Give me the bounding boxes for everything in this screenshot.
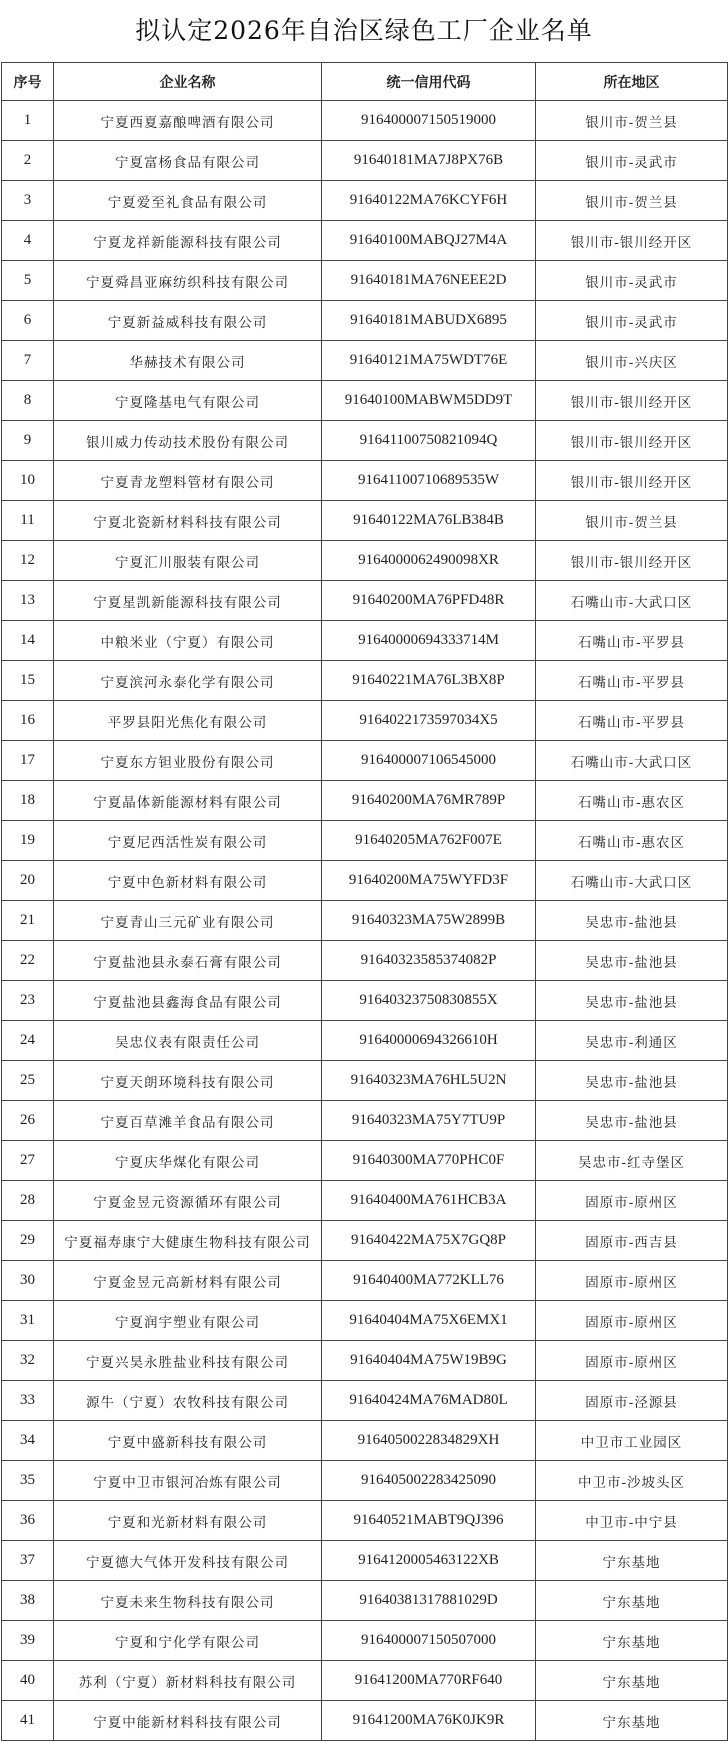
credit-code: 91641200MA76K0JK9R bbox=[322, 1701, 536, 1741]
credit-code: 91641100710689535W bbox=[322, 461, 536, 501]
row-index: 22 bbox=[2, 941, 54, 981]
region: 吴忠市-盐池县 bbox=[536, 941, 728, 981]
table-row bbox=[2, 1061, 728, 1101]
table-row bbox=[2, 941, 728, 981]
region: 宁东基地 bbox=[536, 1541, 728, 1581]
header-region: 所在地区 bbox=[536, 63, 728, 101]
company-name: 宁夏中色新材料有限公司 bbox=[54, 861, 322, 901]
company-name: 中粮米业（宁夏）有限公司 bbox=[54, 621, 322, 661]
table-row bbox=[2, 861, 728, 901]
region: 石嘴山市-惠农区 bbox=[536, 821, 728, 861]
region: 银川市-银川经开区 bbox=[536, 381, 728, 421]
row-index: 16 bbox=[2, 701, 54, 741]
region: 吴忠市-利通区 bbox=[536, 1021, 728, 1061]
table-row bbox=[2, 1421, 728, 1461]
region: 银川市-银川经开区 bbox=[536, 541, 728, 581]
company-name: 宁夏尼西活性炭有限公司 bbox=[54, 821, 322, 861]
table-row bbox=[2, 701, 728, 741]
row-index: 18 bbox=[2, 781, 54, 821]
credit-code: 91640404MA75W19B9G bbox=[322, 1341, 536, 1381]
company-name: 宁夏中卫市银河冶炼有限公司 bbox=[54, 1461, 322, 1501]
table-row bbox=[2, 1221, 728, 1261]
table-row bbox=[2, 1301, 728, 1341]
credit-code: 916400007106545000 bbox=[322, 741, 536, 781]
row-index: 13 bbox=[2, 581, 54, 621]
region: 固原市-原州区 bbox=[536, 1181, 728, 1221]
credit-code: 9164022173597034X5 bbox=[322, 701, 536, 741]
row-index: 20 bbox=[2, 861, 54, 901]
table-row bbox=[2, 741, 728, 781]
company-name: 苏利（宁夏）新材料科技有限公司 bbox=[54, 1661, 322, 1701]
credit-code: 9164120005463122XB bbox=[322, 1541, 536, 1581]
credit-code: 916400007150519000 bbox=[322, 101, 536, 141]
header-credit-code: 统一信用代码 bbox=[322, 63, 536, 101]
region: 固原市-原州区 bbox=[536, 1261, 728, 1301]
table-row bbox=[2, 1581, 728, 1621]
table-row bbox=[2, 1461, 728, 1501]
region: 银川市-银川经开区 bbox=[536, 421, 728, 461]
company-name: 宁夏润宇塑业有限公司 bbox=[54, 1301, 322, 1341]
credit-code: 9164000062490098XR bbox=[322, 541, 536, 581]
credit-code: 91640100MABQJ27M4A bbox=[322, 221, 536, 261]
header-company-name: 企业名称 bbox=[54, 63, 322, 101]
region: 固原市-西吉县 bbox=[536, 1221, 728, 1261]
row-index: 14 bbox=[2, 621, 54, 661]
company-name: 宁夏和光新材料有限公司 bbox=[54, 1501, 322, 1541]
row-index: 17 bbox=[2, 741, 54, 781]
company-name: 宁夏德大气体开发科技有限公司 bbox=[54, 1541, 322, 1581]
credit-code: 91640323MA75W2899B bbox=[322, 901, 536, 941]
region: 固原市-原州区 bbox=[536, 1341, 728, 1381]
company-name: 宁夏汇川服装有限公司 bbox=[54, 541, 322, 581]
company-name: 平罗县阳光焦化有限公司 bbox=[54, 701, 322, 741]
region: 石嘴山市-平罗县 bbox=[536, 621, 728, 661]
credit-code: 91640000694326610H bbox=[322, 1021, 536, 1061]
credit-code: 91640381317881029D bbox=[322, 1581, 536, 1621]
credit-code: 91640200MA76PFD48R bbox=[322, 581, 536, 621]
company-name: 宁夏富杨食品有限公司 bbox=[54, 141, 322, 181]
region: 银川市-灵武市 bbox=[536, 141, 728, 181]
credit-code: 9164050022834829XH bbox=[322, 1421, 536, 1461]
row-index: 38 bbox=[2, 1581, 54, 1621]
company-name: 宁夏天朗环境科技有限公司 bbox=[54, 1061, 322, 1101]
row-index: 33 bbox=[2, 1381, 54, 1421]
credit-code: 91640100MABWM5DD9T bbox=[322, 381, 536, 421]
row-index: 37 bbox=[2, 1541, 54, 1581]
row-index: 5 bbox=[2, 261, 54, 301]
credit-code: 91640200MA76MR789P bbox=[322, 781, 536, 821]
row-index: 31 bbox=[2, 1301, 54, 1341]
row-index: 12 bbox=[2, 541, 54, 581]
region: 吴忠市-盐池县 bbox=[536, 1101, 728, 1141]
table-row bbox=[2, 661, 728, 701]
credit-code: 916400007150507000 bbox=[322, 1621, 536, 1661]
table-row bbox=[2, 461, 728, 501]
row-index: 8 bbox=[2, 381, 54, 421]
credit-code: 91641100750821094Q bbox=[322, 421, 536, 461]
table-body bbox=[2, 101, 728, 1741]
row-index: 27 bbox=[2, 1141, 54, 1181]
region: 银川市-贺兰县 bbox=[536, 501, 728, 541]
company-name: 宁夏盐池县鑫海食品有限公司 bbox=[54, 981, 322, 1021]
company-name: 宁夏金昱元资源循环有限公司 bbox=[54, 1181, 322, 1221]
region: 银川市-银川经开区 bbox=[536, 461, 728, 501]
row-index: 23 bbox=[2, 981, 54, 1021]
row-index: 40 bbox=[2, 1661, 54, 1701]
company-name: 宁夏青龙塑料管材有限公司 bbox=[54, 461, 322, 501]
credit-code: 91640422MA75X7GQ8P bbox=[322, 1221, 536, 1261]
table-row bbox=[2, 221, 728, 261]
company-name: 宁夏滨河永泰化学有限公司 bbox=[54, 661, 322, 701]
table-row bbox=[2, 1261, 728, 1301]
region: 吴忠市-红寺堡区 bbox=[536, 1141, 728, 1181]
table-row bbox=[2, 1701, 728, 1741]
row-index: 10 bbox=[2, 461, 54, 501]
company-name: 宁夏中能新材料科技有限公司 bbox=[54, 1701, 322, 1741]
table-row bbox=[2, 1141, 728, 1181]
company-name: 吴忠仪表有限责任公司 bbox=[54, 1021, 322, 1061]
region: 吴忠市-盐池县 bbox=[536, 901, 728, 941]
table-row bbox=[2, 781, 728, 821]
company-name: 宁夏东方钽业股份有限公司 bbox=[54, 741, 322, 781]
table-row bbox=[2, 501, 728, 541]
company-name: 宁夏龙祥新能源科技有限公司 bbox=[54, 221, 322, 261]
row-index: 3 bbox=[2, 181, 54, 221]
row-index: 34 bbox=[2, 1421, 54, 1461]
credit-code: 91640323MA75Y7TU9P bbox=[322, 1101, 536, 1141]
company-name: 宁夏未来生物科技有限公司 bbox=[54, 1581, 322, 1621]
company-table bbox=[1, 62, 728, 1741]
company-name: 宁夏和宁化学有限公司 bbox=[54, 1621, 322, 1661]
row-index: 32 bbox=[2, 1341, 54, 1381]
credit-code: 91640000694333714M bbox=[322, 621, 536, 661]
row-index: 26 bbox=[2, 1101, 54, 1141]
table-row bbox=[2, 901, 728, 941]
table-row bbox=[2, 1501, 728, 1541]
region: 银川市-贺兰县 bbox=[536, 181, 728, 221]
table-row bbox=[2, 1101, 728, 1141]
table-row bbox=[2, 141, 728, 181]
row-index: 9 bbox=[2, 421, 54, 461]
table-row bbox=[2, 261, 728, 301]
region: 中卫市工业园区 bbox=[536, 1421, 728, 1461]
company-name: 宁夏舜昌亚麻纺织科技有限公司 bbox=[54, 261, 322, 301]
credit-code: 91641200MA770RF640 bbox=[322, 1661, 536, 1701]
row-index: 39 bbox=[2, 1621, 54, 1661]
credit-code: 91640323MA76HL5U2N bbox=[322, 1061, 536, 1101]
region: 石嘴山市-平罗县 bbox=[536, 661, 728, 701]
row-index: 30 bbox=[2, 1261, 54, 1301]
row-index: 2 bbox=[2, 141, 54, 181]
company-name: 宁夏晶体新能源材料有限公司 bbox=[54, 781, 322, 821]
row-index: 11 bbox=[2, 501, 54, 541]
region: 宁东基地 bbox=[536, 1621, 728, 1661]
table-row bbox=[2, 981, 728, 1021]
company-name: 华赫技术有限公司 bbox=[54, 341, 322, 381]
table-row bbox=[2, 621, 728, 661]
region: 石嘴山市-大武口区 bbox=[536, 861, 728, 901]
company-name: 宁夏盐池县永泰石膏有限公司 bbox=[54, 941, 322, 981]
row-index: 6 bbox=[2, 301, 54, 341]
region: 宁东基地 bbox=[536, 1581, 728, 1621]
table-header-row bbox=[2, 63, 728, 101]
row-index: 35 bbox=[2, 1461, 54, 1501]
company-name: 宁夏金昱元高新材料有限公司 bbox=[54, 1261, 322, 1301]
table-row bbox=[2, 541, 728, 581]
table-row bbox=[2, 1621, 728, 1661]
company-name: 宁夏爱至礼食品有限公司 bbox=[54, 181, 322, 221]
company-name: 宁夏中盛新科技有限公司 bbox=[54, 1421, 322, 1461]
row-index: 7 bbox=[2, 341, 54, 381]
credit-code: 91640121MA75WDT76E bbox=[322, 341, 536, 381]
company-name: 宁夏星凯新能源科技有限公司 bbox=[54, 581, 322, 621]
table-row bbox=[2, 1661, 728, 1701]
row-index: 29 bbox=[2, 1221, 54, 1261]
company-name: 宁夏西夏嘉酿啤酒有限公司 bbox=[54, 101, 322, 141]
credit-code: 91640181MA76NEEE2D bbox=[322, 261, 536, 301]
row-index: 24 bbox=[2, 1021, 54, 1061]
company-name: 宁夏隆基电气有限公司 bbox=[54, 381, 322, 421]
credit-code: 91640400MA761HCB3A bbox=[322, 1181, 536, 1221]
row-index: 15 bbox=[2, 661, 54, 701]
row-index: 41 bbox=[2, 1701, 54, 1741]
table-row bbox=[2, 381, 728, 421]
table-row bbox=[2, 181, 728, 221]
company-name: 宁夏青山三元矿业有限公司 bbox=[54, 901, 322, 941]
table-row bbox=[2, 101, 728, 141]
credit-code: 91640400MA772KLL76 bbox=[322, 1261, 536, 1301]
table-row bbox=[2, 1381, 728, 1421]
credit-code: 91640221MA76L3BX8P bbox=[322, 661, 536, 701]
row-index: 1 bbox=[2, 101, 54, 141]
region: 石嘴山市-大武口区 bbox=[536, 581, 728, 621]
credit-code: 91640300MA770PHC0F bbox=[322, 1141, 536, 1181]
credit-code: 916405002283425090 bbox=[322, 1461, 536, 1501]
region: 中卫市-中宁县 bbox=[536, 1501, 728, 1541]
region: 石嘴山市-平罗县 bbox=[536, 701, 728, 741]
region: 石嘴山市-大武口区 bbox=[536, 741, 728, 781]
credit-code: 91640181MA7J8PX76B bbox=[322, 141, 536, 181]
region: 吴忠市-盐池县 bbox=[536, 981, 728, 1021]
row-index: 4 bbox=[2, 221, 54, 261]
credit-code: 91640424MA76MAD80L bbox=[322, 1381, 536, 1421]
credit-code: 91640323750830855X bbox=[322, 981, 536, 1021]
table-row bbox=[2, 301, 728, 341]
table-row bbox=[2, 1541, 728, 1581]
region: 石嘴山市-惠农区 bbox=[536, 781, 728, 821]
company-name: 宁夏兴昊永胜盐业科技有限公司 bbox=[54, 1341, 322, 1381]
region: 银川市-银川经开区 bbox=[536, 221, 728, 261]
table-row bbox=[2, 1021, 728, 1061]
company-name: 宁夏福寿康宁大健康生物科技有限公司 bbox=[54, 1221, 322, 1261]
row-index: 25 bbox=[2, 1061, 54, 1101]
region: 银川市-灵武市 bbox=[536, 301, 728, 341]
region: 吴忠市-盐池县 bbox=[536, 1061, 728, 1101]
credit-code: 91640404MA75X6EMX1 bbox=[322, 1301, 536, 1341]
credit-code: 91640200MA75WYFD3F bbox=[322, 861, 536, 901]
table-row bbox=[2, 1181, 728, 1221]
row-index: 28 bbox=[2, 1181, 54, 1221]
region: 宁东基地 bbox=[536, 1661, 728, 1701]
region: 银川市-灵武市 bbox=[536, 261, 728, 301]
credit-code: 91640521MABT9QJ396 bbox=[322, 1501, 536, 1541]
credit-code: 91640122MA76LB384B bbox=[322, 501, 536, 541]
page-title: 拟认定2026年自治区绿色工厂企业名单 bbox=[135, 16, 593, 45]
company-name: 宁夏新益威科技有限公司 bbox=[54, 301, 322, 341]
credit-code: 91640181MABUDX6895 bbox=[322, 301, 536, 341]
region: 银川市-贺兰县 bbox=[536, 101, 728, 141]
company-name: 宁夏庆华煤化有限公司 bbox=[54, 1141, 322, 1181]
row-index: 19 bbox=[2, 821, 54, 861]
header-index: 序号 bbox=[2, 63, 54, 101]
table-row bbox=[2, 821, 728, 861]
table-row bbox=[2, 1341, 728, 1381]
company-name: 宁夏百草滩羊食品有限公司 bbox=[54, 1101, 322, 1141]
company-name: 银川威力传动技术股份有限公司 bbox=[54, 421, 322, 461]
region: 宁东基地 bbox=[536, 1701, 728, 1741]
credit-code: 91640122MA76KCYF6H bbox=[322, 181, 536, 221]
region: 固原市-泾源县 bbox=[536, 1381, 728, 1421]
credit-code: 91640323585374082P bbox=[322, 941, 536, 981]
row-index: 36 bbox=[2, 1501, 54, 1541]
region: 银川市-兴庆区 bbox=[536, 341, 728, 381]
table-row bbox=[2, 581, 728, 621]
row-index: 21 bbox=[2, 901, 54, 941]
region: 固原市-原州区 bbox=[536, 1301, 728, 1341]
table-row bbox=[2, 341, 728, 381]
company-name: 源牛（宁夏）农牧科技有限公司 bbox=[54, 1381, 322, 1421]
credit-code: 91640205MA762F007E bbox=[322, 821, 536, 861]
company-name: 宁夏北瓷新材料科技有限公司 bbox=[54, 501, 322, 541]
region: 中卫市-沙坡头区 bbox=[536, 1461, 728, 1501]
table-row bbox=[2, 421, 728, 461]
